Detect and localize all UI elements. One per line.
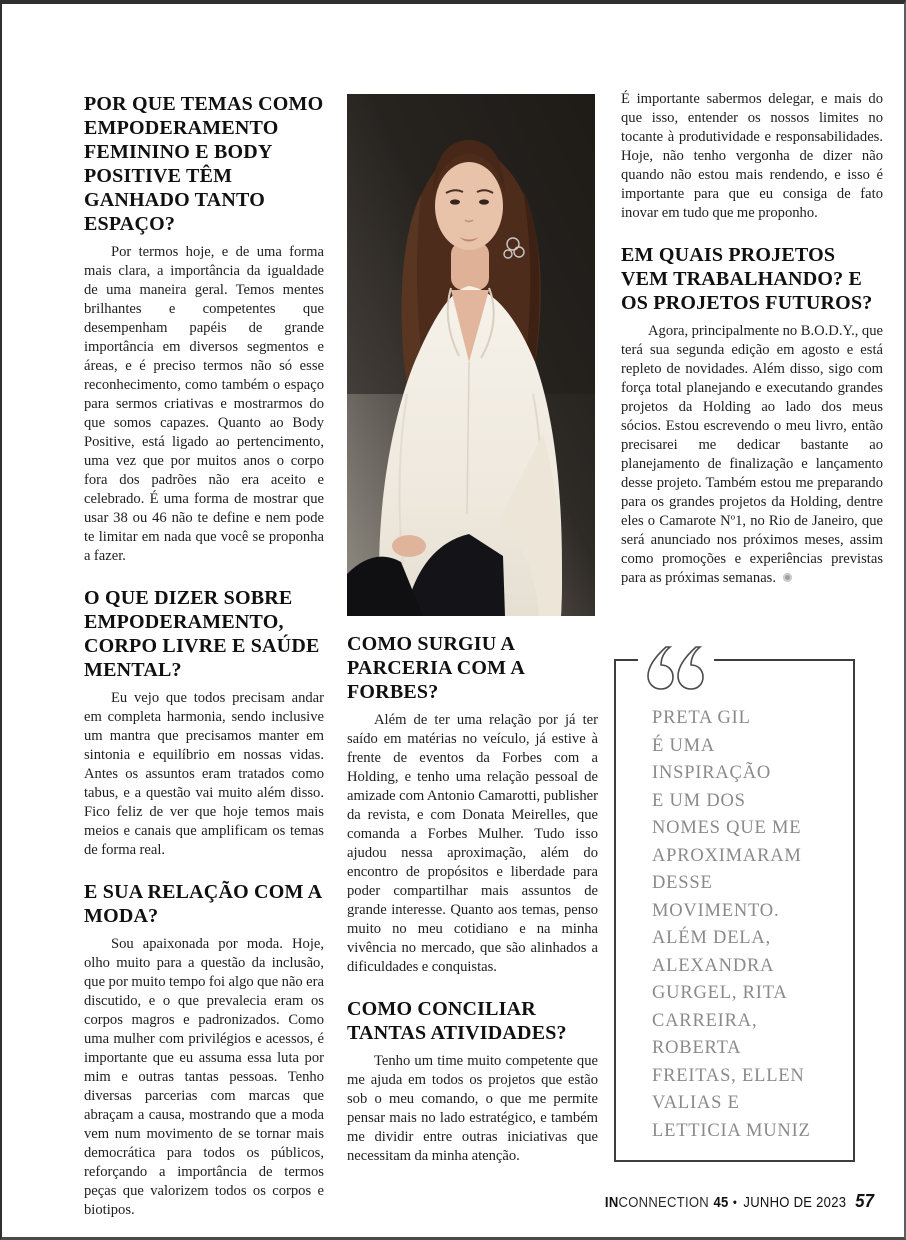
portrait-photo	[347, 94, 595, 616]
page-footer	[605, 1190, 874, 1212]
quote-line: ROBERTA	[652, 1038, 742, 1058]
pull-quote-box	[614, 659, 855, 1162]
quote-line: INSPIRAÇÃO	[652, 763, 772, 783]
portrait-photo-illustration	[347, 94, 595, 616]
answer-paragraph-2: Eu vejo que todos precisam andar em completa harmonia, sendo inclusive um mantra que precisamos manter em sintonia e equilíbrio em nossas vidas. Antes os assuntos eram tratados como tabus, e a questão vai muito além disso. Fico feliz de ver que hoje temos mais meios e canais que amplificam os temas de forma real.	[84, 690, 324, 858]
quotation-marks-graphic	[644, 645, 708, 691]
question-heading-2: O QUE DIZER SOBRE EMPODERAMENTO, CORPO LIVRE E SAÚDE MENTAL?	[84, 587, 320, 681]
question-heading-3: E SUA RELAÇÃO COM A MODA?	[84, 881, 322, 927]
question-heading-1: POR QUE TEMAS COMO EMPODERAMENTO FEMININO E BODY POSITIVE TÊM GANHADO TANTO ESPAÇO?	[84, 93, 324, 235]
quote-line: E UM DOS	[652, 790, 746, 811]
quote-line: PRETA GIL	[652, 708, 751, 728]
footer-bullet: •	[732, 1195, 737, 1209]
issue-number: 45	[713, 1195, 729, 1211]
column-left	[84, 92, 324, 1220]
column-right	[621, 90, 883, 588]
quote-line: APROXIMARAM	[652, 845, 802, 866]
magazine-brand-rest: CONNECTION	[618, 1195, 709, 1211]
answer-paragraph-3: Sou apaixonada por moda. Hoje, olho muito para a questão da inclusão, que por muito tempo foi algo que não era discutido, e o que prevalecia eram os corpos magros e padronizados. Como uma mulher com privilégios e acessos, é importante que eu assuma essa luta por mim e outras tantas pessoas. Tenho diversas parcerias com marcas que abraçam a causa, mostrando que a moda vem num movimento de se tornar mais democrática para todos os públicos, reforçando a importância de termos peças que valorizem todos os corpos e biotipos.	[84, 936, 324, 1218]
quote-line: VALIAS E	[652, 1093, 740, 1113]
quote-line: DESSE	[652, 873, 713, 893]
quote-line: NOMES QUE ME	[652, 818, 802, 838]
question-heading-4: COMO SURGIU A PARCERIA COM A FORBES?	[347, 633, 524, 703]
end-of-article-icon	[783, 573, 792, 582]
quotation-marks-icon	[638, 642, 714, 694]
page-number: 57	[854, 1190, 874, 1211]
answer-paragraph-1: Por termos hoje, e de uma forma mais clara, a importância da igualdade de uma maneira geral. Temos mentes brilhantes e competentes que desempenham papéis de grande importância em diversos segmentos e áreas, e é preciso termos não só esse reconhecimento, como também o espaço para sermos criativas e mostrarmos do que somos capazes. Quanto ao Body Positive, está ligado ao pertencimento, uma vez que por muitos anos o corpo fora dos padrões não era aceito e celebrado. É uma forma de mostrar que usar 38 ou 46 não te define e nem pode te limitar em nada que você se proponha a fazer.	[84, 244, 324, 564]
answer-paragraph-6	[621, 322, 883, 588]
answer-continuation-paragraph: É importante sabermos delegar, e mais do que isso, entender os nossos limites no tocante à produtividade e responsabilidades. Hoje, não tenho vergonha de dizer não quando não estou mais rendendo, e isso é importante para que eu consiga de fato inovar em tudo que me proponho.	[621, 91, 883, 221]
quote-line: LETTICIA MUNIZ	[652, 1120, 811, 1141]
question-heading-6: EM QUAIS PROJETOS VEM TRABALHANDO? E OS PROJETOS FUTUROS?	[621, 244, 873, 314]
magazine-brand-bold: IN	[604, 1195, 619, 1211]
quote-line: ALÉM DELA,	[652, 928, 771, 948]
answer-paragraph-4: Além de ter uma relação por já ter saído em matérias no veículo, já estive à frente de eventos da Forbes com a Holding, e tenho uma relação pessoal de amizade com Antonio Camarotti, publisher da revista, e com Donata Meirelles, que comanda a Forbes Mulher. Tudo isso ajudou nessa aproximação, além do encontro de propósitos e liberdade para poder compartilhar mais assuntos de grande interesse. Quanto aos temas, penso muito no meu cotidiano e na minha vivência no mercado, que são alinhados a dificuldades e conquistas.	[347, 712, 598, 975]
quote-line: GURGEL, RITA	[652, 983, 788, 1003]
quote-line: ALEXANDRA	[652, 955, 775, 976]
quote-line: MOVIMENTO.	[652, 900, 780, 921]
question-heading-5: COMO CONCILIAR TANTAS ATIVIDADES?	[347, 998, 567, 1044]
answer-paragraph-6-text: Agora, principalmente no B.O.D.Y., que terá sua segunda edição em agosto e está repleto de novidades. Além disso, sigo com força total planejando e executando grandes projetos da Holding ao lado dos meus sócios. Estou escrevendo o meu livro, então precisarei me dedicar bastante ao planejamento de finalização e lançamento desse projeto. Também estou me preparando para os grandes projetos da Holding, dentre eles o Camarote Nº1, no Rio de Janeiro, que será anunciado nos próximos meses, assim como promoções e experiências previstas para as próximas semanas.	[621, 323, 883, 586]
column-center	[347, 632, 598, 1166]
pull-quote-text	[652, 705, 847, 1145]
answer-paragraph-5: Tenho um time muito competente que me ajuda em todos os projetos que estão sob o meu comando, o que me permite pensar mais no lado estratégico, e também me dividir entre outras iniciativas que necessitam da minha atenção.	[347, 1053, 598, 1164]
quote-line: FREITAS, ELLEN	[652, 1065, 805, 1086]
issue-date: JUNHO DE 2023	[743, 1195, 846, 1211]
quote-line: É UMA	[652, 735, 716, 756]
quote-line: CARREIRA,	[652, 1010, 758, 1031]
